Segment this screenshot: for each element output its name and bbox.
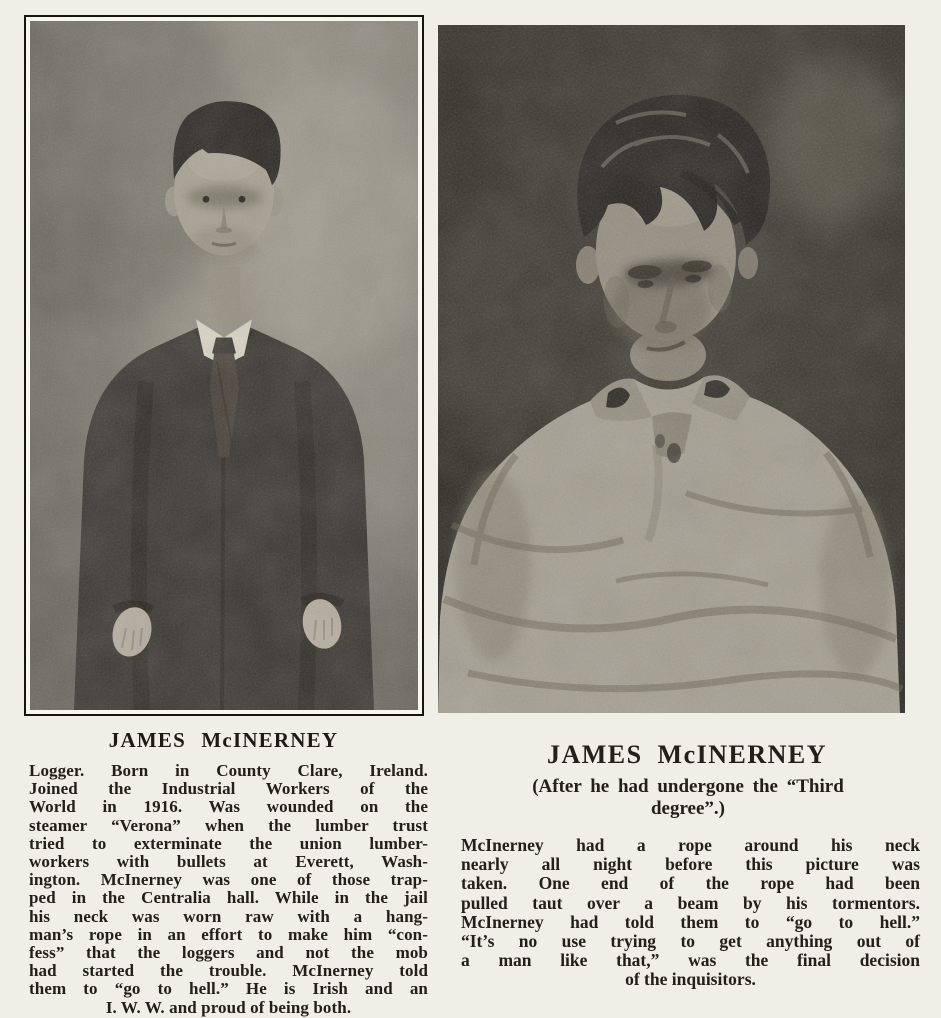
text-line: of the inquisitors. bbox=[625, 969, 756, 990]
text-line: McInerney had told them to “go to hell.” bbox=[461, 911, 920, 932]
right-caption-subtitle bbox=[468, 776, 908, 819]
left-caption-title: JAMES McINERNEY bbox=[108, 728, 339, 752]
text-line: them to “go to hell.” He is Irish and an bbox=[29, 979, 428, 999]
left-body-lines bbox=[29, 762, 428, 999]
portrait-third-degree-photo bbox=[438, 25, 905, 713]
text-line: McInerney had a rope around his neck bbox=[461, 835, 920, 855]
text-line: I. W. W. and proud of being both. bbox=[105, 997, 352, 1017]
text-line: steamer “Verona” when the lumber trust bbox=[29, 815, 428, 835]
text-line: tried to exterminate the union lumber- bbox=[29, 833, 428, 853]
text-line: nearly all night before this picture was bbox=[461, 854, 920, 875]
text-line: had started the trouble. McInerney told bbox=[29, 961, 428, 981]
text-line: pulled taut over a beam by his tormentors. bbox=[461, 892, 920, 913]
text-line: “It’s no use trying to get anything out of bbox=[461, 931, 920, 952]
text-line: his neck was worn raw with a hang- bbox=[29, 906, 428, 926]
photo-left-frame bbox=[24, 15, 424, 716]
text-line: ington. McInerney was one of those trap- bbox=[29, 870, 428, 890]
text-line: fess” that the loggers and not the mob bbox=[29, 943, 428, 963]
text-line: taken. One end of the rope had been bbox=[461, 873, 920, 894]
text-line: ped in the Centralia hall. While in the jail bbox=[29, 888, 428, 908]
left-caption-body bbox=[29, 762, 428, 1017]
halftone-grain-overlay bbox=[30, 21, 418, 710]
text-line: (After he had undergone the “Third bbox=[532, 776, 844, 797]
text-line: a man like that,” was the final decision bbox=[461, 950, 920, 971]
right-caption-body bbox=[461, 836, 920, 990]
text-line: degree”.) bbox=[650, 797, 726, 819]
text-line: Joined the Industrial Workers of the bbox=[29, 779, 428, 799]
text-line: Logger. Born in County Clare, Ireland. bbox=[29, 761, 428, 780]
right-caption-title: JAMES McINERNEY bbox=[546, 740, 828, 769]
portrait-man-in-suit-photo bbox=[30, 21, 418, 710]
photo-right bbox=[438, 25, 905, 713]
text-line: man’s rope in an effort to make him “con- bbox=[29, 924, 428, 944]
right-body-lines bbox=[461, 836, 920, 970]
text-line: workers with bullets at Everett, Wash- bbox=[29, 852, 428, 872]
text-line: World in 1916. Was wounded on the bbox=[29, 797, 428, 817]
halftone-grain-overlay bbox=[438, 25, 905, 713]
